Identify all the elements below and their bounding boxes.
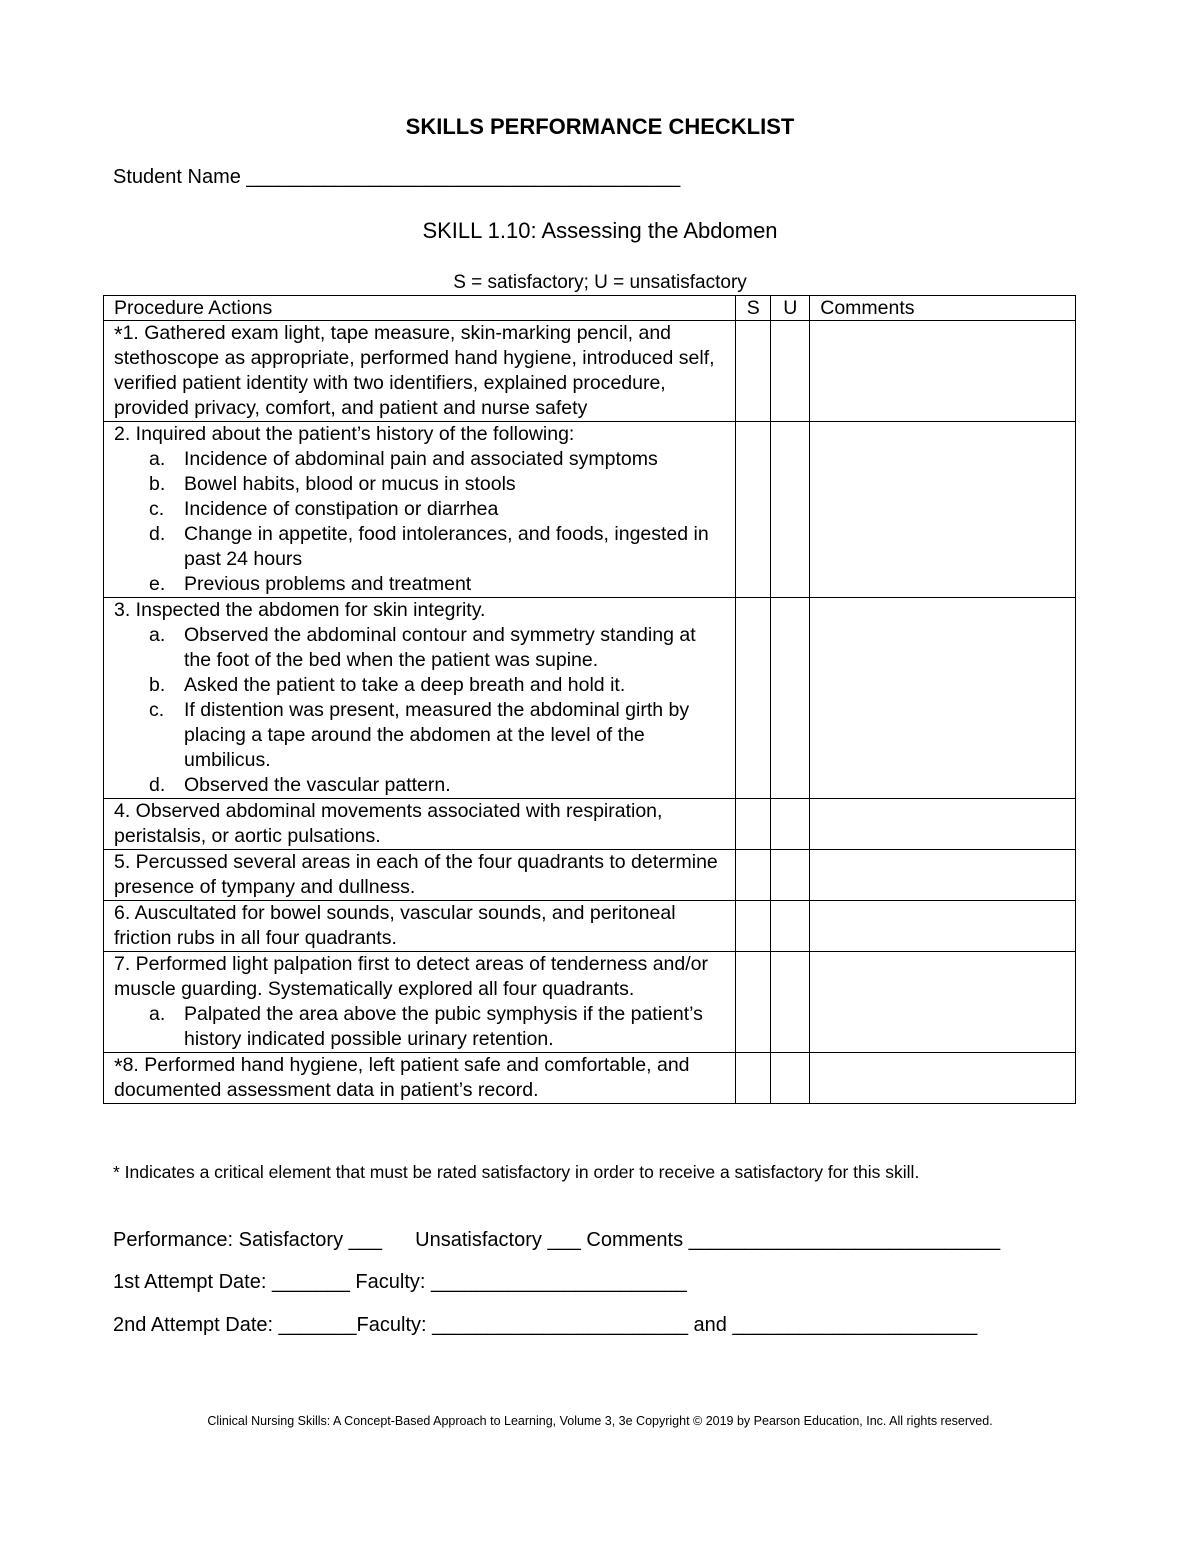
s-rating-cell[interactable] [736, 952, 771, 1053]
rating-legend: S = satisfactory; U = unsatisfactory [453, 272, 747, 293]
procedure-step-text [114, 850, 725, 900]
sub-step-item [149, 773, 725, 798]
sub-step-text: Incidence of constipation or diarrhea [184, 498, 499, 520]
checklist-row [104, 321, 1076, 422]
checklist-row [104, 422, 1076, 598]
s-rating-cell[interactable] [736, 799, 771, 850]
document-title: SKILLS PERFORMANCE CHECKLIST [405, 114, 795, 139]
step-text: 6. Auscultated for bowel sounds, vascular sounds, and peritoneal friction rubs in all four quadrants. [114, 902, 676, 949]
second-attempt-date-blank[interactable]: _______ [278, 1314, 357, 1336]
second-attempt-faculty-blank[interactable]: _______________________ [432, 1314, 688, 1336]
u-rating-cell[interactable] [771, 901, 810, 952]
second-attempt-and-blank[interactable]: ______________________ [732, 1314, 978, 1336]
skill-title: SKILL 1.10: Assessing the Abdomen [422, 218, 778, 243]
u-rating-cell[interactable] [771, 952, 810, 1053]
sub-step-item [149, 673, 725, 698]
procedure-step-text [114, 952, 725, 1002]
comments-cell[interactable] [810, 321, 1076, 422]
student-name-blank[interactable]: _______________________________________ [246, 166, 681, 188]
sub-step-item [149, 623, 725, 673]
procedure-step-text [114, 1053, 725, 1103]
u-rating-cell[interactable] [771, 1053, 810, 1104]
checklist-row [104, 1053, 1076, 1104]
copyright-notice: Clinical Nursing Skills: A Concept-Based Approach to Learning, Volume 3, 3e Copyright © 2019 by Pearson Education, Inc. All rights reserved. [207, 1414, 993, 1428]
procedure-cell [104, 901, 736, 952]
checklist-body [104, 321, 1076, 1104]
first-attempt-label: 1st Attempt Date: [113, 1271, 267, 1293]
sub-step-letter: c. [149, 498, 165, 520]
sub-step-letter: d. [149, 774, 166, 796]
s-rating-cell[interactable] [736, 598, 771, 799]
unsatisfactory-blank[interactable]: ___ [547, 1229, 581, 1251]
procedure-cell [104, 799, 736, 850]
second-attempt-and-label: and [693, 1314, 727, 1336]
second-attempt-line [113, 1314, 977, 1337]
u-rating-cell[interactable] [771, 422, 810, 598]
comments-cell[interactable] [810, 799, 1076, 850]
sub-step-letter: b. [149, 674, 166, 696]
checklist-row [104, 598, 1076, 799]
procedure-step-text [114, 901, 725, 951]
sub-step-item [149, 522, 725, 572]
sub-step-letter: a. [149, 1003, 166, 1025]
second-attempt-faculty-label: Faculty: [356, 1314, 427, 1336]
critical-marker: * [114, 1054, 123, 1079]
performance-label: Performance: Satisfactory [113, 1229, 344, 1251]
procedure-step-text [114, 422, 725, 447]
satisfactory-blank[interactable]: ___ [348, 1229, 383, 1251]
step-text: 5. Percussed several areas in each of the four quadrants to determine presence of tympany and dullness. [114, 851, 718, 898]
sub-step-list [114, 623, 725, 798]
comments-cell[interactable] [810, 1053, 1076, 1104]
student-name-line [113, 166, 680, 189]
sub-step-item [149, 572, 725, 597]
procedure-cell [104, 952, 736, 1053]
comments-cell[interactable] [810, 422, 1076, 598]
s-rating-cell[interactable] [736, 422, 771, 598]
step-text: 4. Observed abdominal movements associated with respiration, peristalsis, or aortic pulsations. [114, 800, 663, 847]
critical-footnote: * Indicates a critical element that must be rated satisfactory in order to receive a satisfactory for this skill. [113, 1162, 920, 1182]
checklist-table [103, 295, 1076, 1104]
sub-step-letter: e. [149, 573, 166, 595]
s-rating-cell[interactable] [736, 1053, 771, 1104]
first-attempt-faculty-label: Faculty: [355, 1271, 426, 1293]
u-header: U [771, 296, 810, 321]
step-text: 3. Inspected the abdomen for skin integrity. [114, 599, 486, 621]
critical-marker: * [114, 322, 123, 347]
sub-step-list [114, 1002, 725, 1052]
sub-step-letter: a. [149, 448, 166, 470]
procedure-cell [104, 850, 736, 901]
u-rating-cell[interactable] [771, 598, 810, 799]
comments-cell[interactable] [810, 850, 1076, 901]
s-rating-cell[interactable] [736, 901, 771, 952]
sub-step-letter: b. [149, 473, 166, 495]
unsatisfactory-label: Unsatisfactory [415, 1229, 542, 1251]
sub-step-item [149, 497, 725, 522]
sub-step-text: Incidence of abdominal pain and associated symptoms [184, 448, 658, 470]
first-attempt-faculty-blank[interactable]: _______________________ [431, 1271, 687, 1293]
u-rating-cell[interactable] [771, 321, 810, 422]
sub-step-letter: d. [149, 523, 166, 545]
performance-line [113, 1229, 1000, 1252]
comments-header: Comments [810, 296, 1076, 321]
comments-cell[interactable] [810, 952, 1076, 1053]
procedure-cell [104, 598, 736, 799]
second-attempt-label: 2nd Attempt Date: [113, 1314, 274, 1336]
comments-cell[interactable] [810, 598, 1076, 799]
checklist-row [104, 850, 1076, 901]
step-text: 2. Inquired about the patient’s history of the following: [114, 423, 575, 445]
checklist-row [104, 901, 1076, 952]
step-text: 8. Performed hand hygiene, left patient safe and comfortable, and documented assessment data in patient’s record. [114, 1054, 690, 1101]
comments-label: Comments [586, 1229, 684, 1251]
sub-step-item [149, 472, 725, 497]
comments-blank[interactable]: ____________________________ [688, 1229, 1001, 1251]
procedure-cell [104, 422, 736, 598]
u-rating-cell[interactable] [771, 799, 810, 850]
procedure-cell [104, 1053, 736, 1104]
sub-step-list [114, 447, 725, 597]
student-name-label: Student Name [113, 166, 241, 188]
first-attempt-date-blank[interactable]: _______ [271, 1271, 350, 1293]
sub-step-item [149, 447, 725, 472]
first-attempt-line [113, 1271, 687, 1294]
step-text: 7. Performed light palpation first to detect areas of tenderness and/or muscle guarding. Systematically explored all four quadrants. [114, 953, 709, 1000]
sub-step-text: Observed the abdominal contour and symmetry standing at the foot of the bed when the patient was supine. [184, 624, 696, 671]
step-text: 1. Gathered exam light, tape measure, skin-marking pencil, and stethoscope as appropriate, performed hand hygiene, introduced self, verified patient identity with two identifiers, explained procedure, provided privacy, comfort, and patient and nurse safety [114, 322, 715, 419]
s-rating-cell[interactable] [736, 850, 771, 901]
comments-cell[interactable] [810, 901, 1076, 952]
s-header: S [736, 296, 771, 321]
s-rating-cell[interactable] [736, 321, 771, 422]
sub-step-letter: a. [149, 624, 166, 646]
procedure-cell [104, 321, 736, 422]
sub-step-item [149, 698, 725, 773]
sub-step-text: Observed the vascular pattern. [184, 774, 451, 796]
sub-step-text: Change in appetite, food intolerances, and foods, ingested in past 24 hours [184, 523, 709, 570]
checklist-row [104, 799, 1076, 850]
sub-step-letter: c. [149, 699, 165, 721]
procedure-step-text [114, 799, 725, 849]
sub-step-text: Palpated the area above the pubic symphysis if the patient’s history indicated possible urinary retention. [184, 1003, 703, 1050]
sub-step-text: If distention was present, measured the abdominal girth by placing a tape around the abdomen at the level of the umbilicus. [184, 699, 690, 771]
sub-step-text: Asked the patient to take a deep breath and hold it. [184, 674, 626, 696]
sub-step-text: Previous problems and treatment [184, 573, 472, 595]
procedure-step-text [114, 321, 725, 421]
procedure-header: Procedure Actions [104, 296, 736, 321]
procedure-step-text [114, 598, 725, 623]
sub-step-item [149, 1002, 725, 1052]
sub-step-text: Bowel habits, blood or mucus in stools [184, 473, 516, 495]
u-rating-cell[interactable] [771, 850, 810, 901]
table-header-row [104, 296, 1076, 321]
checklist-row [104, 952, 1076, 1053]
